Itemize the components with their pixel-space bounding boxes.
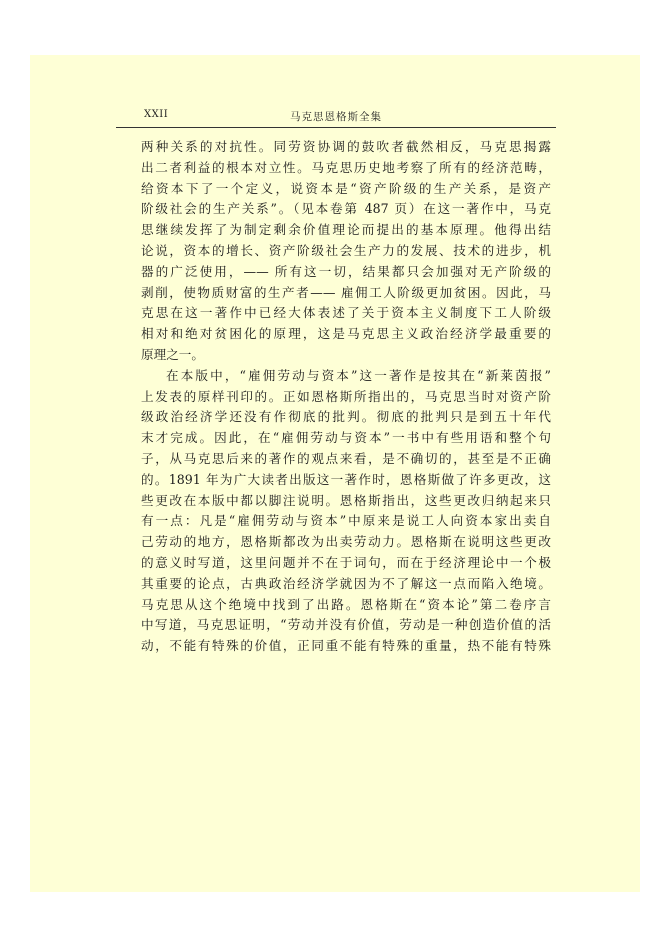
paragraph-start-line: 在本版中，“雇佣劳动与资本”这一著作是按其在“新莱茵报” xyxy=(166,367,551,383)
text-line: 的意义时写道，这里问题并不在于词句，而在于经济理论中一个极 xyxy=(141,554,551,570)
text-line: 其重要的论点，古典政治经济学就因为不了解这一点而陷入绝境。 xyxy=(141,575,551,591)
text-line: 动，不能有特殊的价值，正同重不能有特殊的重量，热不能有特殊 xyxy=(141,638,551,654)
text-line: 克思在这一著作中已经大体表述了关于资本主义制度下工人阶级 xyxy=(141,305,551,321)
text-line: 论说，资本的增长、资产阶级社会生产力的发展、技术的进步，机 xyxy=(141,242,551,258)
text-line: 的。1891 年为广大读者出版这一著作时，恩格斯做了许多更改，这 xyxy=(141,471,551,487)
text-line: 原理之一。 xyxy=(141,346,204,362)
text-line: 出二者利益的根本对立性。马克思历史地考察了所有的经济范畴， xyxy=(141,159,551,175)
text-line: 己劳动的地方，恩格斯都改为出卖劳动力。恩格斯在说明这些更改 xyxy=(141,534,551,550)
running-header xyxy=(116,107,556,128)
page-number: XXII xyxy=(144,109,169,120)
running-title: 马克思恩格斯全集 xyxy=(290,111,382,123)
text-line: 两种关系的对抗性。同劳资协调的鼓吹者截然相反，马克思揭露 xyxy=(141,139,551,154)
text-line: 阶级社会的生产关系”。（见本卷第 487 页）在这一著作中，马克 xyxy=(141,201,551,217)
body-text xyxy=(141,137,551,657)
text-line: 马克思从这个绝境中找到了出路。恩格斯在“资本论”第二卷序言 xyxy=(141,596,551,612)
text-line: 有一点：凡是“雇佣劳动与资本”中原来是说工人向资本家出卖自 xyxy=(141,513,551,529)
text-line: 些更改在本版中都以脚注说明。恩格斯指出，这些更改归纳起来只 xyxy=(141,492,551,508)
text-line: 子，从马克思后来的著作的观点来看，是不确切的，甚至是不正确 xyxy=(141,450,551,466)
text-line: 剥削，使物质财富的生产者—— 雇佣工人阶级更加贫困。因此，马 xyxy=(141,284,551,300)
text-line: 末才完成。因此，在“雇佣劳动与资本”一书中有些用语和整个句 xyxy=(141,430,551,446)
text-line: 级政治经济学还没有作彻底的批判。彻底的批判只是到五十年代 xyxy=(141,409,551,425)
text-line: 相对和绝对贫困化的原理，这是马克思主义政治经济学最重要的 xyxy=(141,326,551,342)
text-line: 中写道，马克思证明，“劳动并没有价值，劳动是一种创造价值的活 xyxy=(141,617,551,633)
text-line: 思继续发挥了为制定剩余价值理论而提出的基本原理。他得出结 xyxy=(141,222,551,238)
text-line: 给资本下了一个定义，说资本是“资产阶级的生产关系，是资产 xyxy=(141,180,551,196)
text-line: 上发表的原样刊印的。正如恩格斯所指出的，马克思当时对资产阶 xyxy=(141,388,551,404)
text-line: 器的广泛使用，—— 所有这一切，结果都只会加强对无产阶级的 xyxy=(141,263,551,279)
